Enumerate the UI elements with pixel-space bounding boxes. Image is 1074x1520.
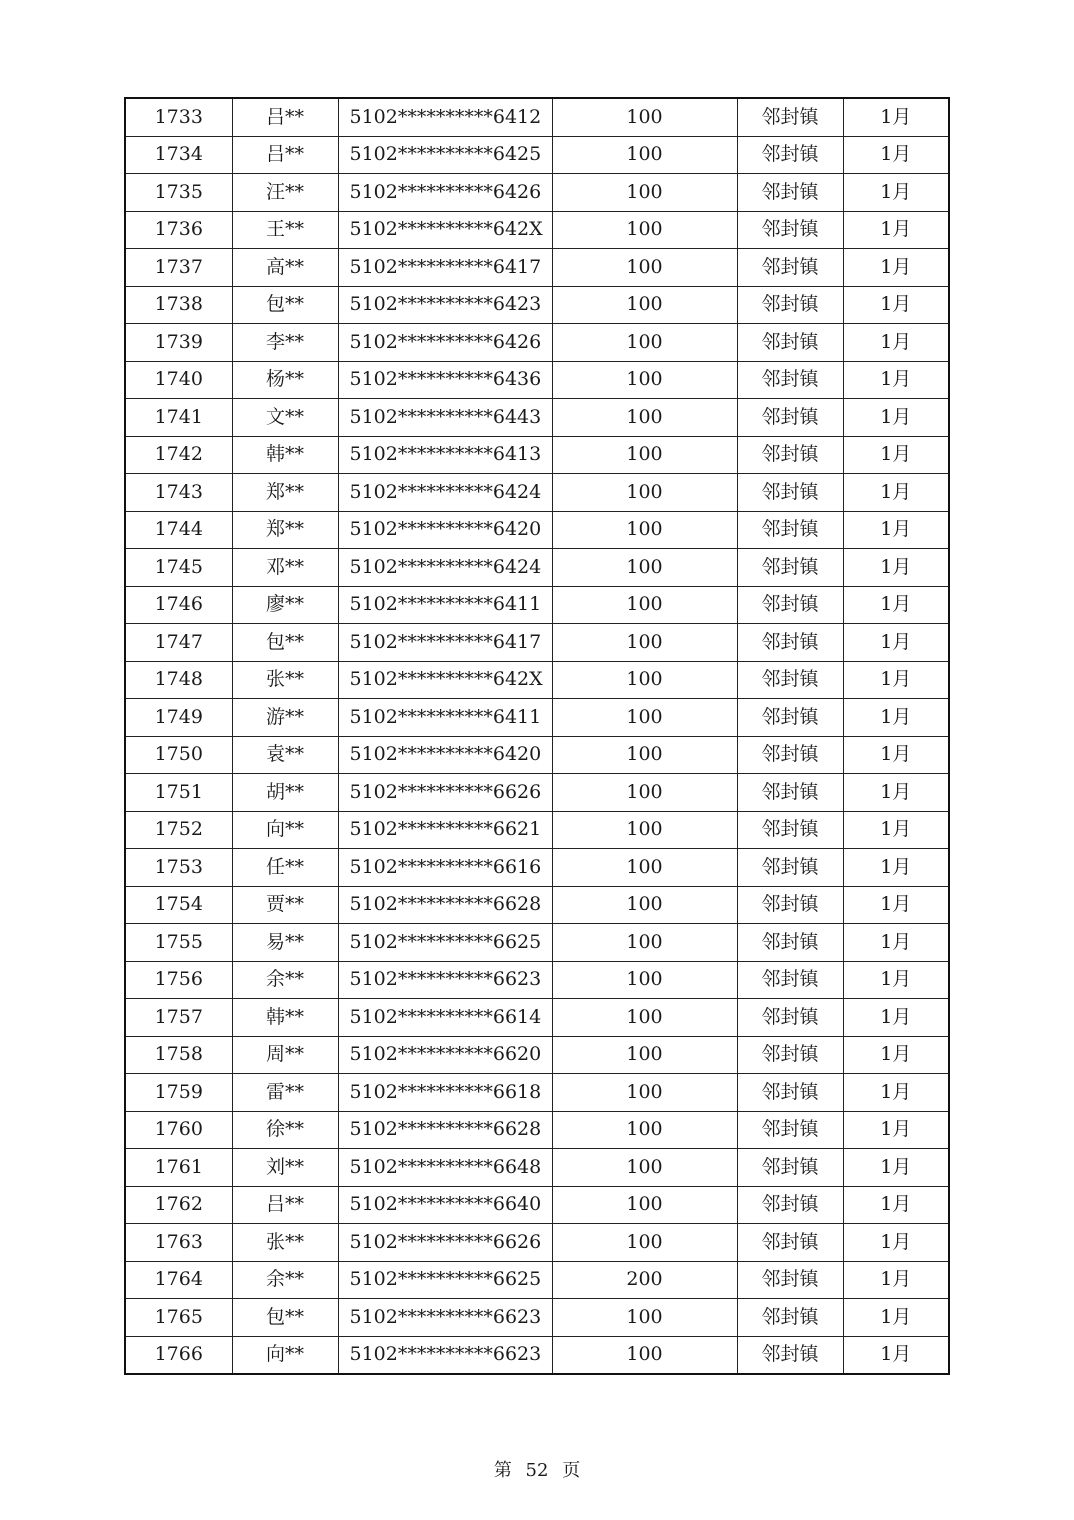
id-number-cell: 5102**********6424: [338, 474, 552, 512]
month-cell: 1月: [843, 1036, 949, 1074]
town-cell: 邻封镇: [737, 586, 843, 624]
amount-cell: 100: [552, 961, 737, 999]
table-row: [125, 961, 949, 999]
roster-table: [124, 97, 950, 1375]
amount-cell: 100: [552, 549, 737, 587]
id-number-cell: 5102**********6426: [338, 324, 552, 362]
id-number-cell: 5102**********6625: [338, 1261, 552, 1299]
amount-cell: 100: [552, 886, 737, 924]
amount-cell: 100: [552, 211, 737, 249]
name-cell: 汪**: [232, 174, 338, 212]
name-cell: 游**: [232, 699, 338, 737]
town-cell: 邻封镇: [737, 511, 843, 549]
amount-cell: 100: [552, 474, 737, 512]
month-cell: 1月: [843, 1074, 949, 1112]
table-row: [125, 1074, 949, 1112]
table-row: [125, 586, 949, 624]
month-cell: 1月: [843, 849, 949, 887]
row-number-cell: 1752: [125, 811, 232, 849]
id-number-cell: 5102**********6623: [338, 1299, 552, 1337]
id-number-cell: 5102**********642X: [338, 661, 552, 699]
table-row: [125, 1299, 949, 1337]
month-cell: 1月: [843, 511, 949, 549]
town-cell: 邻封镇: [737, 324, 843, 362]
name-cell: 张**: [232, 1224, 338, 1262]
month-cell: 1月: [843, 211, 949, 249]
table-row: [125, 886, 949, 924]
amount-cell: 100: [552, 1149, 737, 1187]
month-cell: 1月: [843, 699, 949, 737]
month-cell: 1月: [843, 474, 949, 512]
id-number-cell: 5102**********6626: [338, 774, 552, 812]
row-number-cell: 1756: [125, 961, 232, 999]
row-number-cell: 1748: [125, 661, 232, 699]
table-row: [125, 249, 949, 287]
name-cell: 余**: [232, 1261, 338, 1299]
town-cell: 邻封镇: [737, 174, 843, 212]
id-number-cell: 5102**********6417: [338, 249, 552, 287]
amount-cell: 100: [552, 1111, 737, 1149]
row-number-cell: 1742: [125, 436, 232, 474]
table-row: [125, 811, 949, 849]
amount-cell: 100: [552, 661, 737, 699]
id-number-cell: 5102**********6623: [338, 961, 552, 999]
town-cell: 邻封镇: [737, 624, 843, 662]
amount-cell: 100: [552, 98, 737, 136]
amount-cell: 100: [552, 811, 737, 849]
row-number-cell: 1744: [125, 511, 232, 549]
table-row: [125, 1111, 949, 1149]
name-cell: 袁**: [232, 736, 338, 774]
town-cell: 邻封镇: [737, 774, 843, 812]
id-number-cell: 5102**********6424: [338, 549, 552, 587]
town-cell: 邻封镇: [737, 699, 843, 737]
row-number-cell: 1737: [125, 249, 232, 287]
id-number-cell: 5102**********6621: [338, 811, 552, 849]
month-cell: 1月: [843, 324, 949, 362]
amount-cell: 100: [552, 924, 737, 962]
amount-cell: 100: [552, 849, 737, 887]
table-row: [125, 849, 949, 887]
name-cell: 吕**: [232, 1186, 338, 1224]
name-cell: 吕**: [232, 136, 338, 174]
table-row: [125, 1186, 949, 1224]
amount-cell: 100: [552, 249, 737, 287]
roster-table-body: [125, 98, 949, 1374]
name-cell: 李**: [232, 324, 338, 362]
table-row: [125, 549, 949, 587]
id-number-cell: 5102**********6648: [338, 1149, 552, 1187]
month-cell: 1月: [843, 249, 949, 287]
amount-cell: 100: [552, 286, 737, 324]
table-row: [125, 924, 949, 962]
town-cell: 邻封镇: [737, 211, 843, 249]
amount-cell: 100: [552, 324, 737, 362]
row-number-cell: 1753: [125, 849, 232, 887]
name-cell: 韩**: [232, 436, 338, 474]
name-cell: 徐**: [232, 1111, 338, 1149]
town-cell: 邻封镇: [737, 1336, 843, 1374]
table-row: [125, 1261, 949, 1299]
amount-cell: 100: [552, 361, 737, 399]
month-cell: 1月: [843, 924, 949, 962]
row-number-cell: 1745: [125, 549, 232, 587]
id-number-cell: 5102**********6436: [338, 361, 552, 399]
page-number-prefix: 第: [493, 1460, 512, 1481]
id-number-cell: 5102**********6411: [338, 586, 552, 624]
table-row: [125, 436, 949, 474]
table-row: [125, 324, 949, 362]
amount-cell: 100: [552, 586, 737, 624]
table-row: [125, 624, 949, 662]
month-cell: 1月: [843, 136, 949, 174]
id-number-cell: 5102**********6417: [338, 624, 552, 662]
id-number-cell: 5102**********6628: [338, 1111, 552, 1149]
month-cell: 1月: [843, 1186, 949, 1224]
name-cell: 韩**: [232, 999, 338, 1037]
name-cell: 吕**: [232, 98, 338, 136]
month-cell: 1月: [843, 586, 949, 624]
table-row: [125, 1036, 949, 1074]
table-row: [125, 699, 949, 737]
page-number-value: 52: [525, 1460, 549, 1481]
amount-cell: 100: [552, 736, 737, 774]
amount-cell: 100: [552, 774, 737, 812]
id-number-cell: 5102**********6412: [338, 98, 552, 136]
month-cell: 1月: [843, 736, 949, 774]
table-row: [125, 174, 949, 212]
month-cell: 1月: [843, 1224, 949, 1262]
id-number-cell: 5102**********6425: [338, 136, 552, 174]
name-cell: 余**: [232, 961, 338, 999]
town-cell: 邻封镇: [737, 1224, 843, 1262]
amount-cell: 100: [552, 1186, 737, 1224]
row-number-cell: 1746: [125, 586, 232, 624]
table-row: [125, 98, 949, 136]
id-number-cell: 5102**********642X: [338, 211, 552, 249]
id-number-cell: 5102**********6420: [338, 511, 552, 549]
town-cell: 邻封镇: [737, 849, 843, 887]
name-cell: 周**: [232, 1036, 338, 1074]
row-number-cell: 1763: [125, 1224, 232, 1262]
amount-cell: 100: [552, 511, 737, 549]
id-number-cell: 5102**********6614: [338, 999, 552, 1037]
town-cell: 邻封镇: [737, 98, 843, 136]
name-cell: 廖**: [232, 586, 338, 624]
row-number-cell: 1766: [125, 1336, 232, 1374]
month-cell: 1月: [843, 174, 949, 212]
town-cell: 邻封镇: [737, 361, 843, 399]
table-row: [125, 136, 949, 174]
amount-cell: 200: [552, 1261, 737, 1299]
name-cell: 胡**: [232, 774, 338, 812]
table-row: [125, 361, 949, 399]
town-cell: 邻封镇: [737, 661, 843, 699]
id-number-cell: 5102**********6628: [338, 886, 552, 924]
amount-cell: 100: [552, 399, 737, 437]
month-cell: 1月: [843, 1299, 949, 1337]
name-cell: 高**: [232, 249, 338, 287]
row-number-cell: 1733: [125, 98, 232, 136]
id-number-cell: 5102**********6620: [338, 1036, 552, 1074]
town-cell: 邻封镇: [737, 1036, 843, 1074]
table-row: [125, 474, 949, 512]
month-cell: 1月: [843, 361, 949, 399]
row-number-cell: 1760: [125, 1111, 232, 1149]
name-cell: 郑**: [232, 474, 338, 512]
town-cell: 邻封镇: [737, 399, 843, 437]
amount-cell: 100: [552, 1036, 737, 1074]
row-number-cell: 1739: [125, 324, 232, 362]
name-cell: 王**: [232, 211, 338, 249]
row-number-cell: 1740: [125, 361, 232, 399]
amount-cell: 100: [552, 1224, 737, 1262]
table-row: [125, 511, 949, 549]
name-cell: 任**: [232, 849, 338, 887]
name-cell: 包**: [232, 286, 338, 324]
town-cell: 邻封镇: [737, 549, 843, 587]
id-number-cell: 5102**********6426: [338, 174, 552, 212]
page-number-suffix: 页: [562, 1460, 581, 1481]
month-cell: 1月: [843, 1336, 949, 1374]
month-cell: 1月: [843, 399, 949, 437]
row-number-cell: 1749: [125, 699, 232, 737]
name-cell: 刘**: [232, 1149, 338, 1187]
name-cell: 包**: [232, 624, 338, 662]
town-cell: 邻封镇: [737, 286, 843, 324]
amount-cell: 100: [552, 699, 737, 737]
table-row: [125, 1149, 949, 1187]
table-row: [125, 1224, 949, 1262]
id-number-cell: 5102**********6423: [338, 286, 552, 324]
table-row: [125, 286, 949, 324]
month-cell: 1月: [843, 549, 949, 587]
town-cell: 邻封镇: [737, 886, 843, 924]
table-row: [125, 736, 949, 774]
town-cell: 邻封镇: [737, 436, 843, 474]
town-cell: 邻封镇: [737, 474, 843, 512]
amount-cell: 100: [552, 136, 737, 174]
name-cell: 邓**: [232, 549, 338, 587]
row-number-cell: 1765: [125, 1299, 232, 1337]
month-cell: 1月: [843, 661, 949, 699]
row-number-cell: 1743: [125, 474, 232, 512]
row-number-cell: 1764: [125, 1261, 232, 1299]
town-cell: 邻封镇: [737, 1186, 843, 1224]
name-cell: 雷**: [232, 1074, 338, 1112]
row-number-cell: 1757: [125, 999, 232, 1037]
name-cell: 张**: [232, 661, 338, 699]
month-cell: 1月: [843, 624, 949, 662]
month-cell: 1月: [843, 1261, 949, 1299]
row-number-cell: 1735: [125, 174, 232, 212]
name-cell: 向**: [232, 1336, 338, 1374]
table-row: [125, 399, 949, 437]
row-number-cell: 1734: [125, 136, 232, 174]
name-cell: 贾**: [232, 886, 338, 924]
row-number-cell: 1736: [125, 211, 232, 249]
page-number: [0, 1456, 1074, 1482]
month-cell: 1月: [843, 774, 949, 812]
row-number-cell: 1738: [125, 286, 232, 324]
town-cell: 邻封镇: [737, 249, 843, 287]
month-cell: 1月: [843, 1111, 949, 1149]
row-number-cell: 1758: [125, 1036, 232, 1074]
month-cell: 1月: [843, 1149, 949, 1187]
id-number-cell: 5102**********6413: [338, 436, 552, 474]
row-number-cell: 1747: [125, 624, 232, 662]
town-cell: 邻封镇: [737, 961, 843, 999]
month-cell: 1月: [843, 811, 949, 849]
table-row: [125, 774, 949, 812]
amount-cell: 100: [552, 999, 737, 1037]
row-number-cell: 1755: [125, 924, 232, 962]
table-row: [125, 211, 949, 249]
row-number-cell: 1759: [125, 1074, 232, 1112]
id-number-cell: 5102**********6411: [338, 699, 552, 737]
month-cell: 1月: [843, 98, 949, 136]
town-cell: 邻封镇: [737, 1149, 843, 1187]
name-cell: 文**: [232, 399, 338, 437]
name-cell: 杨**: [232, 361, 338, 399]
amount-cell: 100: [552, 174, 737, 212]
name-cell: 包**: [232, 1299, 338, 1337]
amount-cell: 100: [552, 1336, 737, 1374]
row-number-cell: 1762: [125, 1186, 232, 1224]
id-number-cell: 5102**********6616: [338, 849, 552, 887]
row-number-cell: 1761: [125, 1149, 232, 1187]
name-cell: 郑**: [232, 511, 338, 549]
month-cell: 1月: [843, 436, 949, 474]
town-cell: 邻封镇: [737, 924, 843, 962]
town-cell: 邻封镇: [737, 136, 843, 174]
table-row: [125, 1336, 949, 1374]
amount-cell: 100: [552, 624, 737, 662]
town-cell: 邻封镇: [737, 811, 843, 849]
town-cell: 邻封镇: [737, 1074, 843, 1112]
row-number-cell: 1754: [125, 886, 232, 924]
month-cell: 1月: [843, 999, 949, 1037]
id-number-cell: 5102**********6623: [338, 1336, 552, 1374]
month-cell: 1月: [843, 886, 949, 924]
name-cell: 易**: [232, 924, 338, 962]
amount-cell: 100: [552, 436, 737, 474]
id-number-cell: 5102**********6420: [338, 736, 552, 774]
amount-cell: 100: [552, 1299, 737, 1337]
table-row: [125, 999, 949, 1037]
table-row: [125, 661, 949, 699]
town-cell: 邻封镇: [737, 1299, 843, 1337]
town-cell: 邻封镇: [737, 1111, 843, 1149]
town-cell: 邻封镇: [737, 1261, 843, 1299]
id-number-cell: 5102**********6625: [338, 924, 552, 962]
town-cell: 邻封镇: [737, 736, 843, 774]
id-number-cell: 5102**********6618: [338, 1074, 552, 1112]
month-cell: 1月: [843, 286, 949, 324]
id-number-cell: 5102**********6640: [338, 1186, 552, 1224]
name-cell: 向**: [232, 811, 338, 849]
month-cell: 1月: [843, 961, 949, 999]
id-number-cell: 5102**********6443: [338, 399, 552, 437]
amount-cell: 100: [552, 1074, 737, 1112]
row-number-cell: 1741: [125, 399, 232, 437]
row-number-cell: 1751: [125, 774, 232, 812]
row-number-cell: 1750: [125, 736, 232, 774]
id-number-cell: 5102**********6626: [338, 1224, 552, 1262]
town-cell: 邻封镇: [737, 999, 843, 1037]
